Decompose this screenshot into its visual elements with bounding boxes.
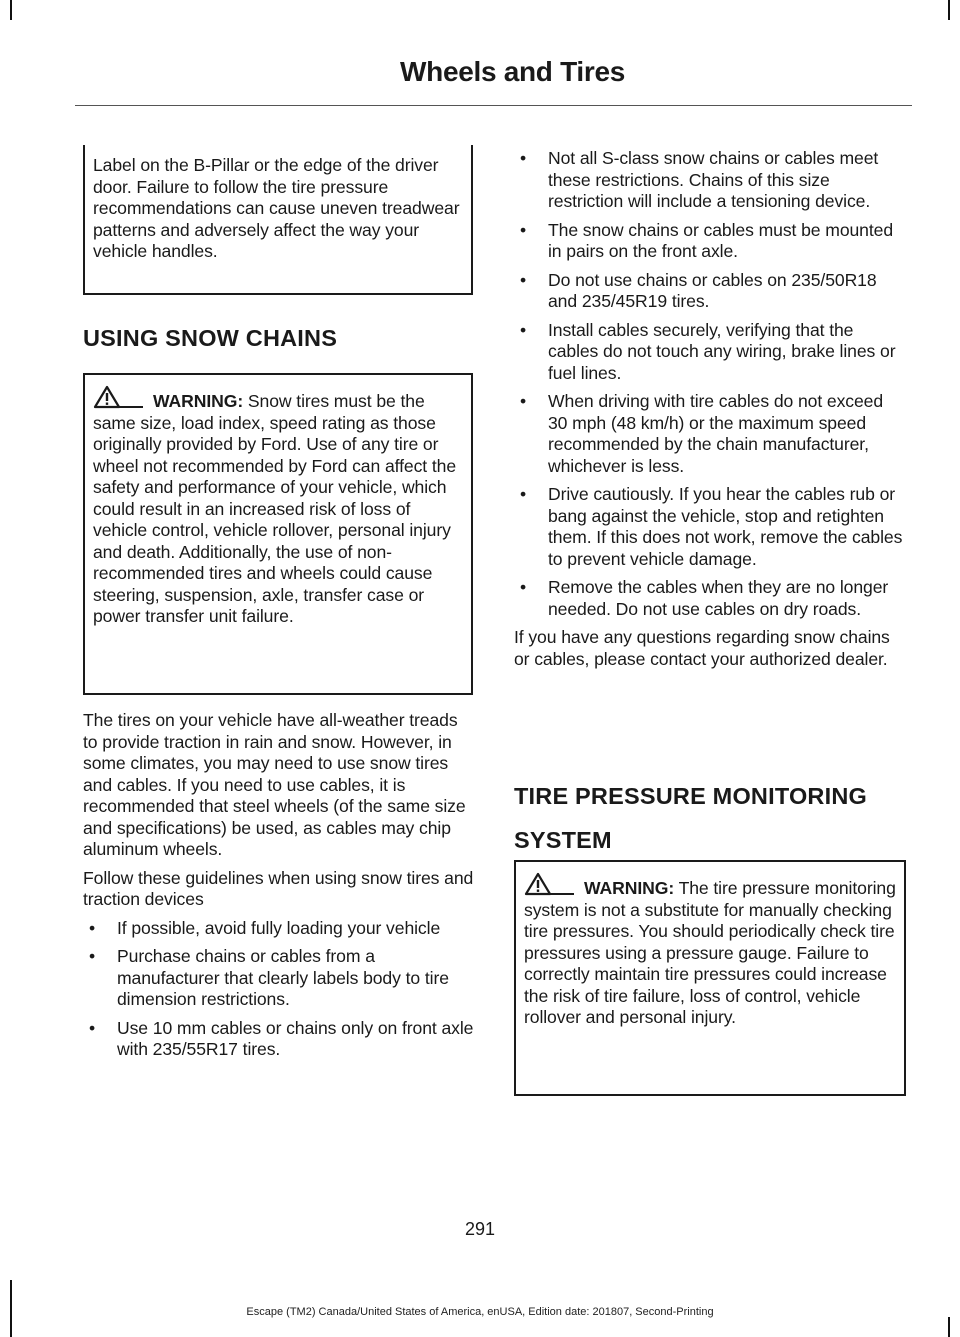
intro-box xyxy=(83,145,473,295)
bullet-icon: • xyxy=(520,269,527,290)
list-item: • Drive cautiously. If you hear the cables rub or bang against the vehicle, stop and retighten them. If this does not work, remove the cables to prevent vehicle damage. xyxy=(520,484,903,569)
bullet-icon: • xyxy=(520,219,527,240)
warning-label: WARNING: xyxy=(153,391,244,411)
list-item: • If possible, avoid fully loading your vehicle xyxy=(89,917,441,938)
left-bullet-list xyxy=(83,918,475,1061)
warning-triangle-icon xyxy=(524,872,576,896)
paragraph-questions: If you have any questions regarding snow chains or cables, please contact your authorized dealer. xyxy=(514,627,890,669)
crop-mark-bottom-right xyxy=(948,1317,950,1337)
right-bullet-list xyxy=(514,148,906,620)
crop-mark-top-right xyxy=(948,0,950,20)
section-title-tpms-line1: TIRE PRESSURE MONITORING xyxy=(514,783,867,809)
right-body xyxy=(514,148,906,670)
section-title-tpms xyxy=(514,780,906,856)
warning-text: Snow tires must be the same size, load index, speed rating as those originally provided by Ford. Use of any tire or wheel not recommended by Ford can affect the safety and performance of your vehicle, which could result in an increased risk of loss of vehicle control, vehicle rollover, personal injury and death. Additionally, the use of non-recommended tires and wheels could cause steering, suspension, axle, transfer case or power transfer unit failure. xyxy=(93,391,456,626)
bullet-icon: • xyxy=(520,148,527,168)
bullet-icon: • xyxy=(520,577,527,597)
bullet-icon: • xyxy=(520,391,527,411)
list-item: • Remove the cables when they are no longer needed. Do not use cables on dry roads. xyxy=(520,577,889,619)
intro-box-text: Label on the B-Pillar or the edge of the driver door. Failure to follow the tire pressure recommendations can cause uneven treadwear patterns and adversely affect the way your vehicle handles. xyxy=(93,155,460,261)
list-item: • Purchase chains or cables from a manufacturer that clearly labels body to tire dimension restrictions. xyxy=(89,946,449,1009)
section-title-tpms-line2: SYSTEM xyxy=(514,827,612,853)
list-item: • When driving with tire cables do not exceed 30 mph (48 km/h) or the maximum speed recommended by the chain manufacturer, whichever is less. xyxy=(520,391,884,476)
warning-box-tpms xyxy=(514,860,906,1096)
warning-triangle-icon xyxy=(93,385,145,409)
warning-label: WARNING: xyxy=(584,878,675,898)
left-body xyxy=(83,710,475,1068)
list-item: • Do not use chains or cables on 235/50R18 and 235/45R19 tires. xyxy=(520,269,877,311)
warning-text: The tire pressure monitoring system is not a substitute for manually checking tire pressures. You should periodically check tire pressures using a pressure gauge. Failure to correctly maintain tire pressures could increase the risk of tire failure, loss of control, vehicle rollover and personal injury. xyxy=(524,878,896,1027)
bullet-icon: • xyxy=(89,946,96,966)
bullet-icon: • xyxy=(89,1017,96,1038)
warning-box-snow-tires-text xyxy=(93,385,463,628)
list-item: • Use 10 mm cables or chains only on front axle with 235/55R17 tires. xyxy=(89,1017,474,1059)
warning-box-snow-tires xyxy=(83,373,473,695)
list-item: • Install cables securely, verifying that the cables do not touch any wiring, brake lines or fuel lines. xyxy=(520,319,896,383)
page-title: Wheels and Tires xyxy=(400,56,625,87)
list-item: • The snow chains or cables must be mounted in pairs on the front axle. xyxy=(520,219,894,261)
paragraph-all-weather: The tires on your vehicle have all-weather treads to provide traction in rain and snow. However, in some climates, you may need to use snow tires and cables. If you need to use cables, it is recommended that steel wheels (of the same size and specifications) be used, as cables may chip aluminum wheels. xyxy=(83,710,466,859)
bullet-icon: • xyxy=(520,319,527,340)
header-rule xyxy=(75,105,912,106)
paragraph-guidelines: Follow these guidelines when using snow tires and traction devices xyxy=(83,867,474,909)
page-number: 291 xyxy=(464,1219,496,1239)
section-title-snow-chains: USING SNOW CHAINS xyxy=(83,325,338,351)
list-item: • Not all S-class snow chains or cables meet these restrictions. Chains of this size restriction will include a tensioning device. xyxy=(520,148,879,211)
crop-mark-top-left xyxy=(10,0,12,20)
footer-edition: Escape (TM2) Canada/United States of America, enUSA, Edition date: 201807, Second-Printing xyxy=(246,1306,714,1318)
bullet-icon: • xyxy=(520,484,527,504)
warning-box-tpms-text xyxy=(524,872,896,1029)
bullet-icon: • xyxy=(89,917,96,938)
